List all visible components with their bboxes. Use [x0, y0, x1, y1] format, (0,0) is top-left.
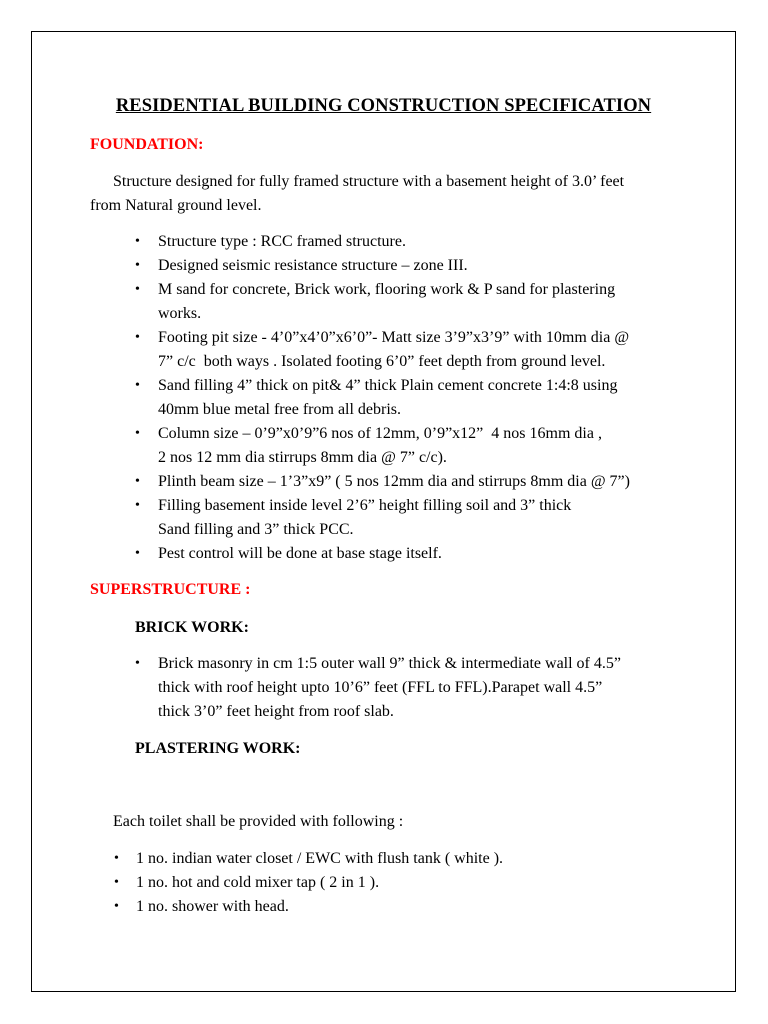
bullet-text-line: M sand for concrete, Brick work, flooring work & P sand for plastering	[158, 281, 616, 298]
bullet-icon: •	[114, 875, 119, 890]
bullet-item	[114, 871, 677, 895]
foundation-bullet-list	[135, 230, 677, 566]
bullet-item	[135, 374, 677, 422]
bullet-item	[135, 254, 677, 278]
bullet-icon: •	[135, 378, 140, 393]
bullet-text-line: Filling basement inside level 2’6” height filling soil and 3” thick	[158, 497, 572, 514]
bullet-text-line: 40mm blue metal free from all debris.	[158, 401, 402, 418]
bullet-icon: •	[135, 234, 140, 249]
bullet-item	[114, 895, 677, 919]
bullet-icon: •	[135, 474, 140, 489]
bullet-text-line: Brick masonry in cm 1:5 outer wall 9” thick & intermediate wall of 4.5”	[158, 655, 621, 672]
bullet-text-line: 7” c/c both ways . Isolated footing 6’0” feet depth from ground level.	[158, 353, 606, 370]
toilet-intro: Each toilet shall be provided with following :	[113, 813, 404, 830]
bullet-text-line: Sand filling 4” thick on pit& 4” thick Plain cement concrete 1:4:8 using	[158, 377, 618, 394]
bullet-text-line: 1 no. shower with head.	[136, 898, 289, 915]
bullet-icon: •	[135, 282, 140, 297]
bullet-text-line: 2 nos 12 mm dia stirrups 8mm dia @ 7” c/c).	[158, 449, 447, 466]
bullet-icon: •	[135, 426, 140, 441]
bullet-text-line: 1 no. indian water closet / EWC with flush tank ( white ).	[136, 850, 504, 867]
foundation-intro-text-1: Structure designed for fully framed structure with a basement height of 3.0’ feet	[113, 173, 625, 190]
bullet-icon: •	[135, 258, 140, 273]
bullet-item	[135, 326, 677, 374]
foundation-heading: FOUNDATION:	[90, 136, 204, 153]
foundation-intro	[90, 170, 677, 218]
foundation-intro-line-2: from Natural ground level.	[90, 197, 262, 214]
bullet-item	[114, 847, 677, 871]
bullet-item	[135, 422, 677, 470]
toilet-bullet-list	[114, 847, 677, 919]
bullet-icon: •	[135, 546, 140, 561]
bullet-text-line: Designed seismic resistance structure – zone III.	[158, 257, 468, 274]
bullet-text-line: Sand filling and 3” thick PCC.	[158, 521, 354, 538]
bullet-text-line: Column size – 0’9”x0’9”6 nos of 12mm, 0’9”x12” 4 nos 16mm dia ,	[158, 425, 602, 442]
bullet-text-line: thick with roof height upto 10’6” feet (FFL to FFL).Parapet wall 4.5”	[158, 679, 603, 696]
bullet-item	[135, 470, 677, 494]
bullet-text-line: thick 3’0” feet height from roof slab.	[158, 703, 394, 720]
bullet-item	[135, 652, 677, 724]
bullet-icon: •	[114, 851, 119, 866]
bullet-icon: •	[135, 498, 140, 513]
superstructure-heading: SUPERSTRUCTURE :	[90, 581, 251, 598]
bullet-item	[135, 230, 677, 254]
document-title: RESIDENTIAL BUILDING CONSTRUCTION SPECIFICATION	[115, 96, 652, 116]
brick-work-heading: BRICK WORK:	[135, 619, 249, 636]
bullet-item	[135, 542, 677, 566]
bullet-icon: •	[135, 656, 140, 671]
bullet-item	[135, 494, 677, 542]
bullet-text-line: works.	[158, 305, 202, 322]
brick-work-bullet-list	[135, 652, 677, 724]
bullet-text-line: Pest control will be done at base stage itself.	[158, 545, 442, 562]
foundation-intro-line-1	[90, 170, 677, 194]
bullet-text-line: Footing pit size - 4’0”x4’0”x6’0”- Matt size 3’9”x3’9” with 10mm dia @	[158, 329, 630, 346]
bullet-icon: •	[114, 899, 119, 914]
bullet-text-line: Structure type : RCC framed structure.	[158, 233, 406, 250]
plastering-work-heading: PLASTERING WORK:	[135, 740, 301, 757]
bullet-text-line: Plinth beam size – 1’3”x9” ( 5 nos 12mm dia and stirrups 8mm dia @ 7”)	[158, 473, 630, 490]
bullet-icon: •	[135, 330, 140, 345]
bullet-item	[135, 278, 677, 326]
bullet-text-line: 1 no. hot and cold mixer tap ( 2 in 1 ).	[136, 874, 380, 891]
